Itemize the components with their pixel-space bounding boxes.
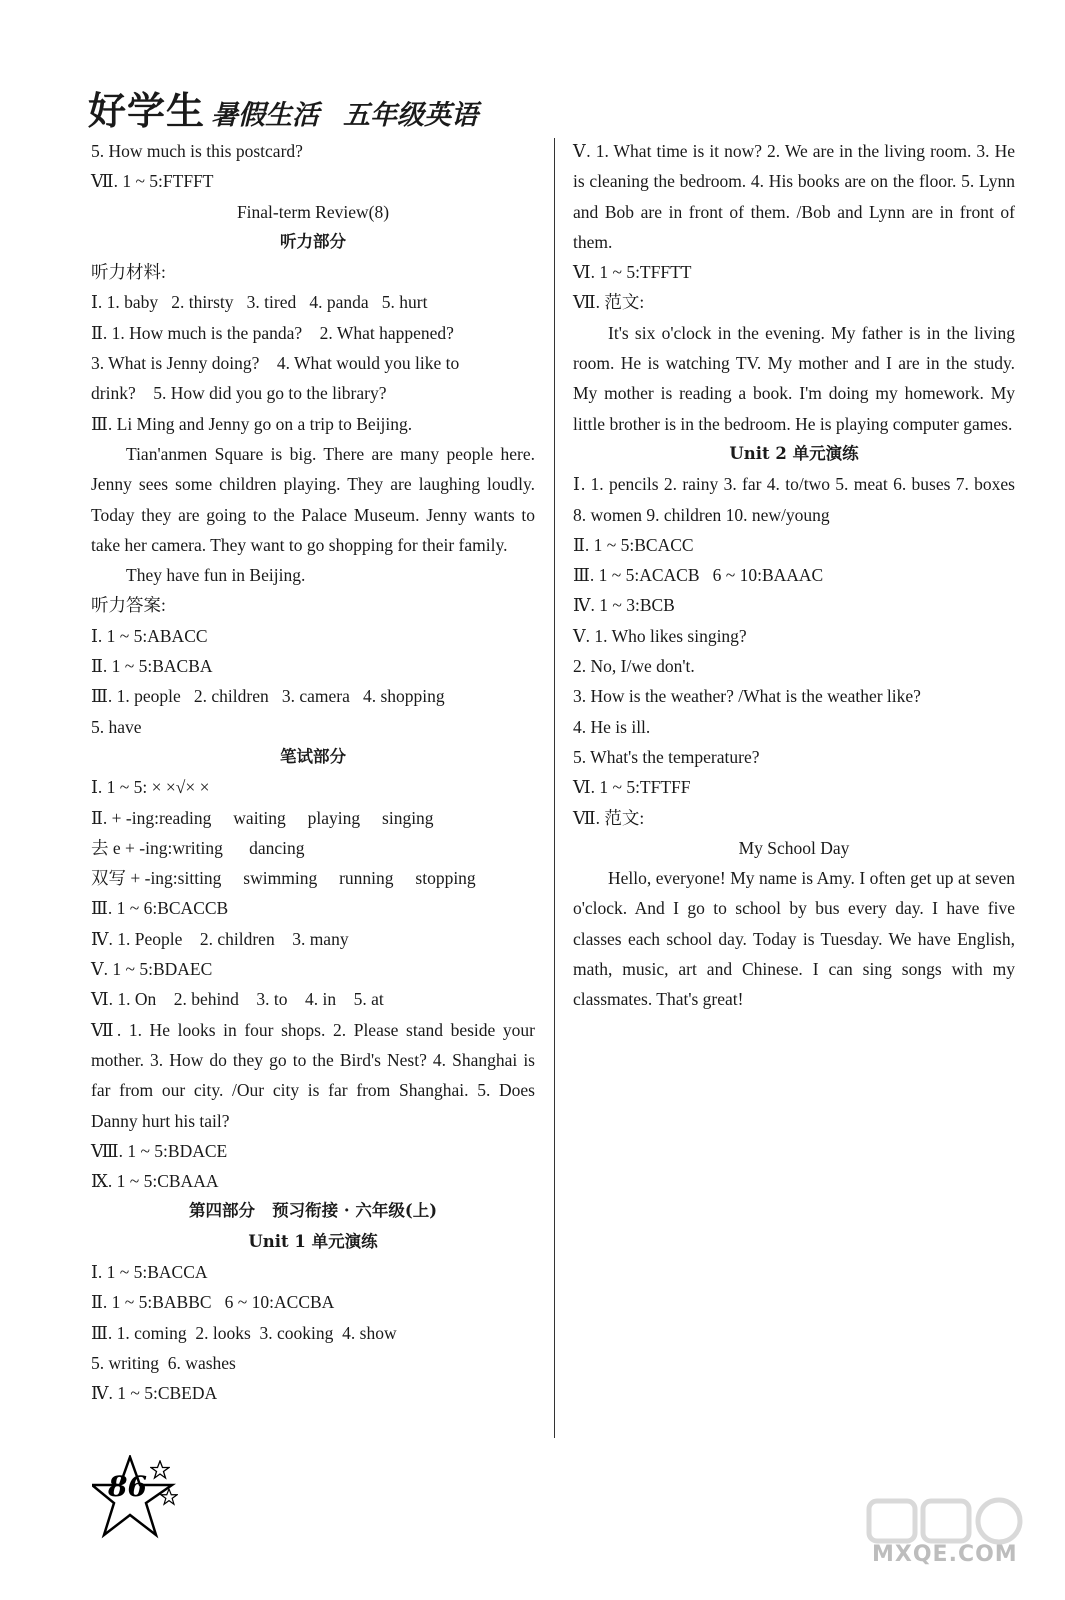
small-star-icon <box>150 1460 170 1480</box>
answer-line: Ⅶ. 范文: <box>573 292 645 313</box>
section-heading: 听力部分 <box>280 231 346 251</box>
answer-line: Ⅲ. 1. coming 2. looks 3. cooking 4. show <box>91 1322 397 1343</box>
answer-line: Ⅱ. 1 ~ 5:BABBC 6 ~ 10:ACCBA <box>91 1292 335 1313</box>
answer-line: 5. How much is this postcard? <box>91 141 303 161</box>
answer-line: 3. How is the weather? /What is the weather like? <box>573 686 921 707</box>
answer-line: Ⅱ. 1 ~ 5:BCACC <box>573 534 694 555</box>
answer-line: Ⅰ. 1. baby 2. thirsty 3. tired 4. panda 5. hurt <box>91 292 428 313</box>
answer-line: Ⅵ. 1 ~ 5:TFFTT <box>573 262 692 283</box>
column-divider <box>554 138 555 1438</box>
section-heading: 第四部分 预习衔接 · 六年级(上) <box>188 1201 438 1221</box>
answer-line: Ⅱ. + -ing:reading waiting playing singing <box>91 807 434 828</box>
answer-line: 5. What's the temperature? <box>573 746 760 767</box>
answer-line: 去 e + -ing:writing dancing <box>91 837 305 858</box>
right-column <box>573 136 1015 1015</box>
answer-line: Ⅱ. 1. How much is the panda? 2. What happened? <box>91 322 454 343</box>
section-heading: 笔试部分 <box>280 746 346 766</box>
answer-line: Ⅱ. 1 ~ 5:BACBA <box>91 656 213 677</box>
page-number: 86 <box>108 1470 147 1503</box>
answer-line: 2. No, I/we don't. <box>573 656 695 677</box>
book-brand: 好学生 <box>88 89 206 133</box>
model-essay: Hello, everyone! My name is Amy. I often get up at seven o'clock. And I go to school by bus every day. I have five classes each school day. Today is Tuesday. We have English, math, music, art and Chinese. I can sing songs with my classmates. That's great! <box>573 868 1015 1010</box>
answer-line: Ⅴ. 1 ~ 5:BDAEC <box>91 959 213 980</box>
unit-heading: Unit 1 单元演练 <box>248 1231 378 1251</box>
answer-line: Ⅳ. 1. People 2. children 3. many <box>91 928 349 949</box>
answer-line: Ⅰ. 1 ~ 5: × ×√× × <box>91 777 210 798</box>
answer-line: 5. writing 6. washes <box>91 1352 236 1373</box>
model-essay: It's six o'clock in the evening. My father is in the living room. He is watching TV. My mother and I are in the study. My mother is reading a book. I'm doing my homework. My little brother is in the bedroom. He is playing computer games. <box>573 322 1015 434</box>
answer-paragraph: Ⅰ. 1. pencils 2. rainy 3. far 4. to/two 5. meat 6. buses 7. boxes 8. women 9. children 10. new/young <box>573 474 1015 525</box>
answer-line: drink? 5. How did you go to the library? <box>91 383 387 404</box>
answer-line: Ⅸ. 1 ~ 5:CBAAA <box>91 1171 219 1192</box>
answer-line: 听力材料: <box>91 262 166 283</box>
answer-line: 听力答案: <box>91 595 166 616</box>
listening-passage: Tian'anmen Square is big. There are many people here. Jenny sees some children playing. They are laughing loudly. Today they are going to the Palace Museum. Jenny wants to take her camera. They want to go shopping for their family. <box>91 443 535 555</box>
watermark-text: MXQE.COM <box>872 1542 1018 1567</box>
answer-line: 3. What is Jenny doing? 4. What would you like to <box>91 353 460 374</box>
answer-line: Ⅶ. 范文: <box>573 807 645 828</box>
answer-line: 5. have <box>91 716 142 737</box>
answer-line: Ⅳ. 1 ~ 5:CBEDA <box>91 1383 218 1404</box>
answer-line: Ⅲ. 1 ~ 6:BCACCB <box>91 898 229 919</box>
book-subtitle: 暑假生活 <box>211 100 320 131</box>
answer-line: 双写 + -ing:sitting swimming running stopping <box>91 868 476 889</box>
answer-line: Ⅲ. 1 ~ 5:ACACB 6 ~ 10:BAAAC <box>573 565 824 586</box>
left-column <box>91 136 535 1408</box>
answer-line: Ⅰ. 1 ~ 5:BACCA <box>91 1261 208 1282</box>
section-title: Final-term Review(8) <box>236 201 390 222</box>
answer-line: Ⅴ. 1. Who likes singing? <box>573 625 747 646</box>
answer-paragraph: Ⅶ. 1. He looks in four shops. 2. Please stand beside your mother. 3. How do they go to the Bird's Nest? 4. Shanghai is far from our city. /Our city is far from Shanghai. 5. Does Danny hurt his tail? <box>91 1019 535 1131</box>
answer-paragraph: Ⅴ. 1. What time is it now? 2. We are in the living room. 3. He is cleaning the bedroom. 4. His books are on the floor. 5. Lynn and Bob are in front of them. /Bob and Lynn are in front of them. <box>573 141 1015 252</box>
answer-line: Ⅰ. 1 ~ 5:ABACC <box>91 625 208 646</box>
answer-line: Ⅷ. 1 ~ 5:BDACE <box>91 1140 228 1161</box>
answer-line: Ⅵ. 1 ~ 5:TFTFF <box>573 777 691 798</box>
listening-passage-end: They have fun in Beijing. <box>126 565 306 586</box>
small-star-icon <box>160 1488 178 1506</box>
answer-line: 4. He is ill. <box>573 716 651 737</box>
essay-title: My School Day <box>738 837 850 858</box>
answer-line: Ⅵ. 1. On 2. behind 3. to 4. in 5. at <box>91 989 384 1010</box>
book-subject: 五年级英语 <box>343 100 479 131</box>
answer-line: Ⅲ. 1. people 2. children 3. camera 4. shopping <box>91 686 445 707</box>
answer-line: Ⅳ. 1 ~ 3:BCB <box>573 595 675 616</box>
answer-line: Ⅲ. Li Ming and Jenny go on a trip to Beijing. <box>91 413 413 434</box>
book-header <box>88 80 478 140</box>
unit-heading: Unit 2 单元演练 <box>729 443 859 463</box>
answer-line: Ⅶ. 1 ~ 5:FTFFT <box>91 171 214 192</box>
